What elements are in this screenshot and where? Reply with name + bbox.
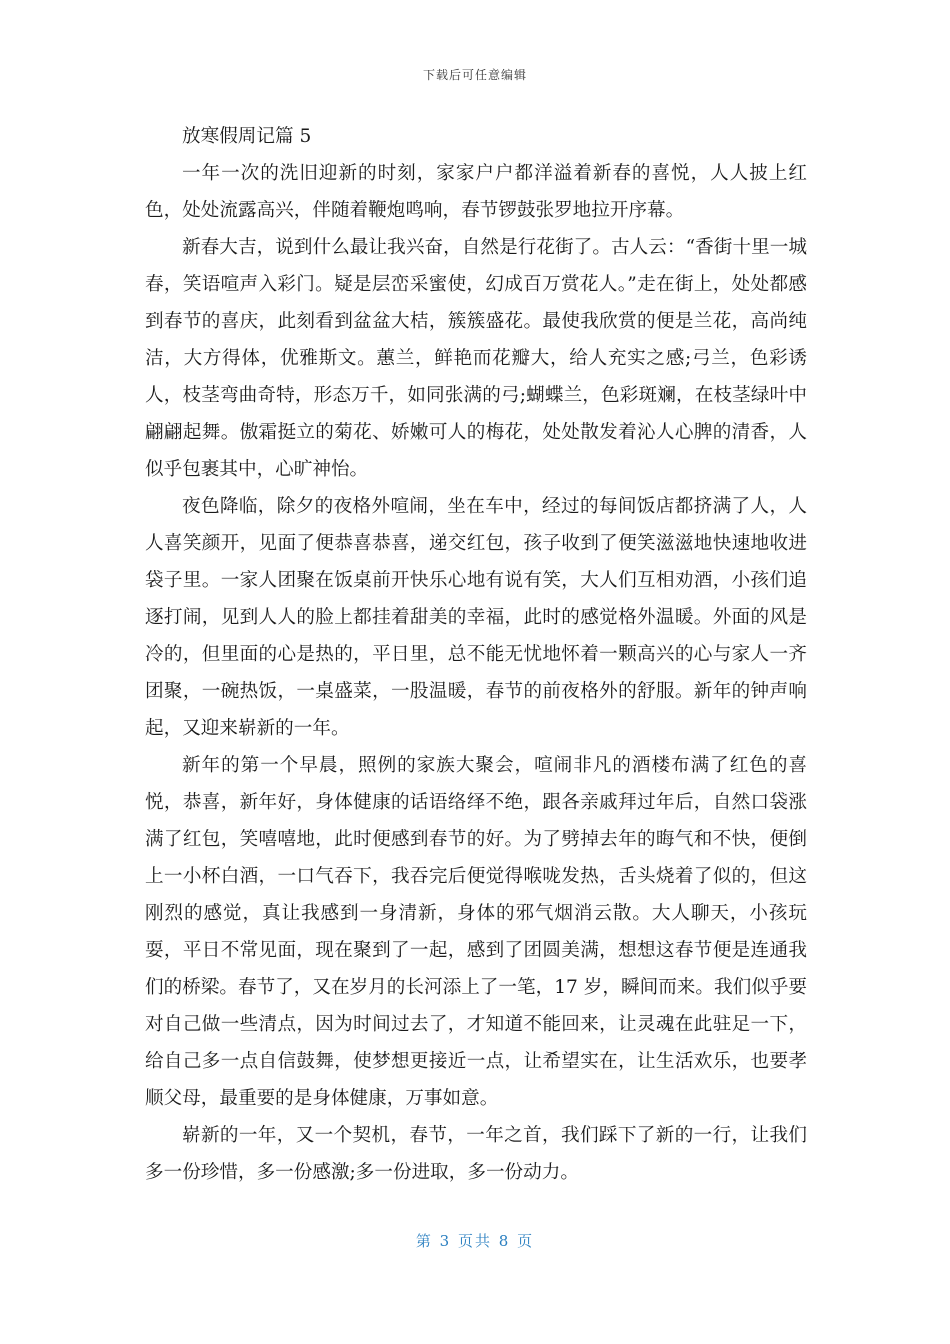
header-note: 下载后可任意编辑 <box>422 68 527 82</box>
document-body <box>145 118 807 1191</box>
paragraph: 新春大吉，说到什么最让我兴奋，自然是行花街了。古人云：“香街十里一城春，笑语喧声入彩门。疑是层峦采蜜使，幻成百万赏花人。”走在街上，处处都感到春节的喜庆，此刻看到盆盆大桔，簇簇盛花。最使我欣赏的便是兰花，高尚纯洁，大方得体，优雅斯文。蕙兰，鲜艳而花瓣大，给人充实之感;弓兰，色彩诱人，枝茎弯曲奇特，形态万千，如同张满的弓;蝴蝶兰，色彩斑斓，在枝茎绿叶中翩翩起舞。傲霜挺立的菊花、娇嫩可人的梅花，处处散发着沁人心脾的清香，人似乎包裹其中，心旷神怡。 <box>145 237 807 480</box>
paragraph: 新年的第一个早晨，照例的家族大聚会，喧闹非凡的酒楼布满了红色的喜悦，恭喜，新年好，身体健康的话语络绎不绝，跟各亲戚拜过年后，自然口袋涨满了红包，笑嘻嘻地，此时便感到春节的好。为了劈掉去年的晦气和不快，便倒上一小杯白酒，一口气吞下，我吞完后便觉得喉咙发热，舌头烧着了似的，但这刚烈的感觉，真让我感到一身清新，身体的邪气烟消云散。大人聊天，小孩玩耍，平日不常见面，现在聚到了一起，感到了团圆美满，想想这春节便是连通我们的桥梁。春节了，又在岁月的长河添上了一笔，17 岁，瞬间而来。我们似乎要对自己做一些清点，因为时间过去了，才知道不能回来，让灵魂在此驻足一下，给自己多一点自信鼓舞，使梦想更接近一点，让希望实在，让生活欢乐，也要孝顺父母，最重要的是身体健康，万事如意。 <box>145 755 807 1109</box>
footer-suffix: 页 <box>517 1232 535 1250</box>
footer-middle: 页共 <box>457 1232 492 1250</box>
page-footer <box>0 1230 950 1251</box>
footer-prefix: 第 <box>415 1232 433 1250</box>
paragraph: 夜色降临，除夕的夜格外喧闹，坐在车中，经过的每间饭店都挤满了人，人人喜笑颜开，见面了便恭喜恭喜，递交红包，孩子收到了便笑滋滋地快速地收进袋子里。一家人团聚在饭桌前开快乐心地有说有笑，大人们互相劝酒，小孩们追逐打闹，见到人人的脸上都挂着甜美的幸福，此时的感觉格外温暖。外面的风是冷的，但里面的心是热的，平日里，总不能无忧地怀着一颗高兴的心与家人一齐团聚，一碗热饭，一桌盛菜，一股温暖，春节的前夜格外的舒服。新年的钟声响起，又迎来崭新的一年。 <box>145 496 807 739</box>
paragraph: 崭新的一年，又一个契机，春节，一年之首，我们踩下了新的一行，让我们多一份珍惜，多一份感激;多一份进取，多一份动力。 <box>145 1125 807 1183</box>
document-title: 放寒假周记篇 5 <box>182 126 312 147</box>
footer-total-pages: 8 <box>498 1232 511 1250</box>
paragraph: 一年一次的洗旧迎新的时刻，家家户户都洋溢着新春的喜悦，人人披上红色，处处流露高兴，伴随着鞭炮鸣响，春节锣鼓张罗地拉开序幕。 <box>145 163 807 221</box>
footer-current-page: 3 <box>439 1232 452 1250</box>
